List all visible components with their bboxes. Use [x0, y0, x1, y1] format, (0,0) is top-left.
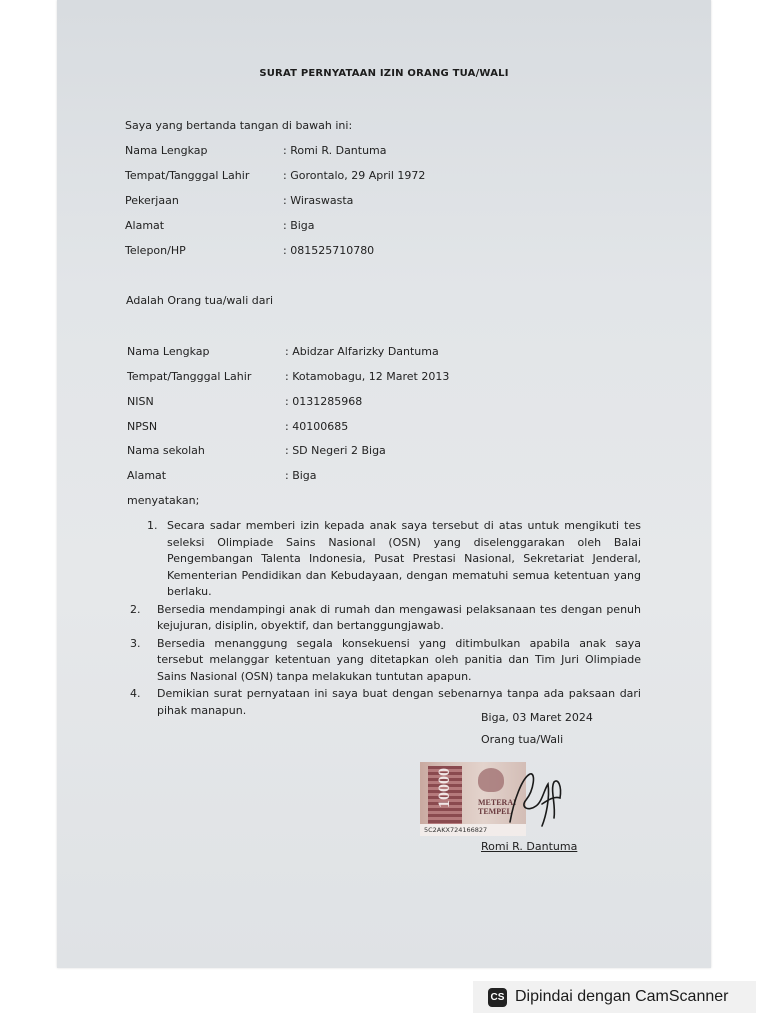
field-value: : 0131285968	[285, 395, 363, 408]
field-value: : Abidzar Alfarizky Dantuma	[285, 345, 439, 358]
statement-number: 3.	[130, 636, 141, 650]
field-value: : SD Negeri 2 Biga	[285, 444, 386, 457]
field-label: Alamat	[127, 469, 167, 482]
field-value: : Biga	[283, 219, 315, 232]
statement-text: Demikian surat pernyataan ini saya buat dengan sebenarnya tanpa ada paksaan dari pihak manapun.	[157, 687, 641, 717]
document-page	[57, 0, 711, 968]
signature-block	[481, 711, 593, 746]
field-value: : 40100685	[285, 420, 349, 433]
parent-row-address	[125, 219, 645, 235]
parent-row-birth	[125, 169, 645, 185]
field-label: NISN	[127, 395, 154, 408]
stamp-label-line1: METERAI	[478, 798, 517, 807]
field-value: : Biga	[285, 469, 317, 482]
statement-text: Bersedia mendampingi anak di rumah dan mengawasi pelaksanaan tes dengan penuh kejujuran, disiplin, obyektif, dan bertanggungjawab.	[157, 602, 641, 632]
field-value: : 081525710780	[283, 244, 375, 257]
child-row-nisn	[127, 395, 647, 411]
field-label: Nama Lengkap	[127, 345, 210, 358]
statement-number: 1.	[147, 519, 158, 532]
statement-label: menyatakan;	[127, 494, 200, 507]
parent-row-name	[125, 144, 645, 160]
relation-text: Adalah Orang tua/wali dari	[126, 294, 274, 307]
signer-role: Orang tua/Wali	[481, 733, 564, 746]
document-title: SURAT PERNYATAAN IZIN ORANG TUA/WALI	[259, 68, 509, 79]
field-value: : Gorontalo, 29 April 1972	[283, 169, 426, 182]
field-label: Nama sekolah	[127, 444, 205, 457]
field-label: Nama Lengkap	[125, 144, 208, 157]
statement-item	[127, 602, 641, 635]
field-value: : Wiraswasta	[283, 194, 354, 207]
child-row-birth	[127, 370, 647, 386]
field-label: Tempat/Tangggal Lahir	[127, 370, 252, 383]
child-row-address	[127, 469, 647, 485]
stamp-label-line2: TEMPEL	[478, 807, 512, 816]
statement-item	[127, 518, 641, 601]
field-label: Telepon/HP	[125, 244, 186, 257]
stamp-denomination: 10000	[436, 768, 453, 808]
statement-number: 2.	[130, 602, 141, 616]
child-row-npsn	[127, 420, 647, 436]
parent-row-job	[125, 194, 645, 210]
statement-number: 4.	[130, 687, 141, 700]
statement-text: Bersedia menanggung segala konsekuensi yang ditimbulkan apabila anak saya tersebut melanggar ketentuan yang ditetapkan oleh panitia dan Tim Juri Olimpiade Sains Nasional (OSN) tanpa melakukan tuntutan apapun.	[157, 636, 641, 683]
field-label: Tempat/Tangggal Lahir	[125, 169, 250, 182]
field-value: : Kotamobagu, 12 Maret 2013	[285, 370, 450, 383]
camscanner-watermark	[473, 981, 756, 1013]
field-label: Alamat	[125, 219, 165, 232]
field-label: NPSN	[127, 420, 158, 433]
child-row-name	[127, 345, 647, 361]
handwritten-signature	[470, 760, 580, 840]
signer-name: Romi R. Dantuma	[481, 840, 578, 853]
intro-text: Saya yang bertanda tangan di bawah ini:	[125, 119, 353, 132]
place-date: Biga, 03 Maret 2024	[481, 711, 593, 724]
stamp-serial: 5C2AKX724166827	[420, 824, 526, 836]
child-row-school	[127, 444, 647, 460]
field-value: : Romi R. Dantuma	[283, 144, 387, 157]
statement-text: Secara sadar memberi izin kepada anak saya tersebut di atas untuk mengikuti tes seleksi Olimpiade Sains Nasional (OSN) yang diselenggarakan oleh Balai Pengembangan Talenta Indonesia, Pusat Prestasi Nasional, Sekretariat Jenderal, Kementerian Pendidikan dan Kebudayaan, dengan mematuhi semua ketentuan yang berlaku.	[167, 519, 641, 598]
statement-item	[127, 636, 641, 686]
field-label: Pekerjaan	[125, 194, 179, 207]
statement-list	[127, 518, 641, 720]
camscanner-logo-icon: CS	[488, 988, 507, 1007]
parent-row-phone	[125, 244, 645, 260]
watermark-text: Dipindai dengan CamScanner	[515, 988, 729, 1005]
